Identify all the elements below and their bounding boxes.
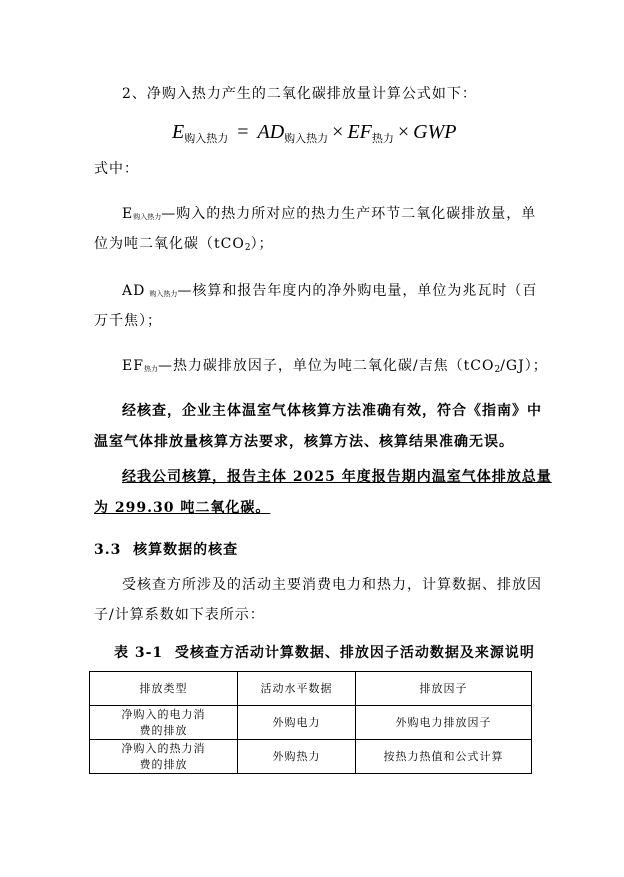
formula-e: E bbox=[172, 121, 185, 143]
definition-ef-line bbox=[122, 358, 548, 378]
definition-e-text: —购入的热力所对应的热力生产环节二氧化碳排放量，单 bbox=[161, 206, 537, 222]
formula-ef-subscript: 热力 bbox=[371, 132, 394, 145]
definition-e-symbol: E bbox=[122, 206, 134, 222]
table-cell-factor: 按热力热值和公式计算 bbox=[356, 740, 532, 774]
definition-ad-symbol: AD bbox=[122, 283, 146, 299]
table-caption-text: 受核查方活动计算数据、排放因子活动数据及来源说明 bbox=[174, 645, 535, 661]
definition-ad-subscript: 购入热力 bbox=[149, 290, 178, 298]
definition-ad-text: —核算和报告年度内的净外购电量，单位为兆瓦时（百 bbox=[177, 283, 538, 299]
definition-e-unit-end: ）； bbox=[250, 236, 274, 252]
formula-e-subscript: 购入热力 bbox=[184, 132, 229, 145]
formula-times-2: × bbox=[397, 121, 410, 143]
table-header-row bbox=[90, 672, 532, 706]
table-caption bbox=[114, 645, 535, 661]
formula-ad: AD bbox=[257, 121, 285, 143]
table-row bbox=[90, 706, 532, 740]
table-header-cell: 排放类型 bbox=[90, 672, 238, 706]
formula-times-1: × bbox=[332, 121, 344, 143]
table-cell-type-line2: 费的排放 bbox=[139, 723, 188, 737]
table-header-cell: 活动水平数据 bbox=[238, 672, 356, 706]
verification-line1: 经核查，企业主体温室气体核算方法准确有效，符合《指南》中 bbox=[122, 403, 542, 419]
formula-gwp: GWP bbox=[413, 121, 457, 143]
table-cell-type-line1: 净购入的热力消 bbox=[121, 741, 206, 755]
table-cell-factor: 外购电力排放因子 bbox=[356, 706, 532, 740]
definition-e-subscript: 购入热力 bbox=[133, 213, 162, 221]
conclusion-line2: 为 299.30 吨二氧化碳。 bbox=[94, 500, 271, 516]
definition-e-unit: 位为吨二氧化碳（tCO bbox=[94, 236, 245, 252]
section-body-line2: 子/计算系数如下表所示： bbox=[94, 607, 265, 623]
section-heading bbox=[94, 542, 238, 558]
section-title: 核算数据的核查 bbox=[133, 542, 239, 558]
definition-ef-unit-sub: 2 bbox=[494, 365, 501, 375]
intro-paragraph: 2、净购入热力产生的二氧化碳排放量计算公式如下： bbox=[122, 86, 477, 102]
definition-e-line1 bbox=[122, 206, 536, 225]
table-cell-type bbox=[90, 740, 238, 774]
table-caption-number: 表 3-1 bbox=[114, 645, 164, 661]
definition-ef-subscript: 热力 bbox=[143, 365, 158, 373]
table-header-cell: 排放因子 bbox=[356, 672, 532, 706]
definition-ef-text: —热力碳排放因子，单位为吨二氧化碳/吉焦（tCO bbox=[157, 358, 495, 374]
formula-ad-subscript: 购入热力 bbox=[284, 132, 329, 145]
definition-ef-unit-end: /GJ）； bbox=[500, 358, 548, 374]
definition-e-unit-sub: 2 bbox=[244, 243, 251, 253]
definition-ad-line1 bbox=[122, 283, 537, 302]
table-cell-activity: 外购热力 bbox=[238, 740, 356, 774]
data-table bbox=[89, 671, 532, 774]
formula-ef: EF bbox=[347, 121, 372, 143]
definition-ad-line2: 万千焦）； bbox=[94, 313, 162, 329]
definition-ef-symbol: EF bbox=[122, 358, 144, 374]
table-row bbox=[90, 740, 532, 774]
heat-emission-formula bbox=[172, 120, 457, 151]
section-body-line1: 受核查方所涉及的活动主要消费电力和热力，计算数据、排放因 bbox=[122, 577, 542, 593]
table-cell-type-line2: 费的排放 bbox=[139, 757, 188, 771]
where-label: 式中： bbox=[94, 161, 139, 177]
table-cell-type bbox=[90, 706, 238, 740]
section-number: 3.3 bbox=[94, 542, 122, 558]
table-cell-activity: 外购电力 bbox=[238, 706, 356, 740]
verification-line2: 温室气体排放量核算方法要求，核算方法、核算结果准确无误。 bbox=[94, 434, 514, 450]
definition-e-line2 bbox=[94, 236, 274, 256]
table-cell-type-line1: 净购入的电力消 bbox=[121, 707, 206, 721]
formula-equals: = bbox=[237, 121, 249, 143]
conclusion-line1: 经我公司核算，报告主体 2025 年度报告期内温室气体排放总量 bbox=[122, 469, 552, 485]
